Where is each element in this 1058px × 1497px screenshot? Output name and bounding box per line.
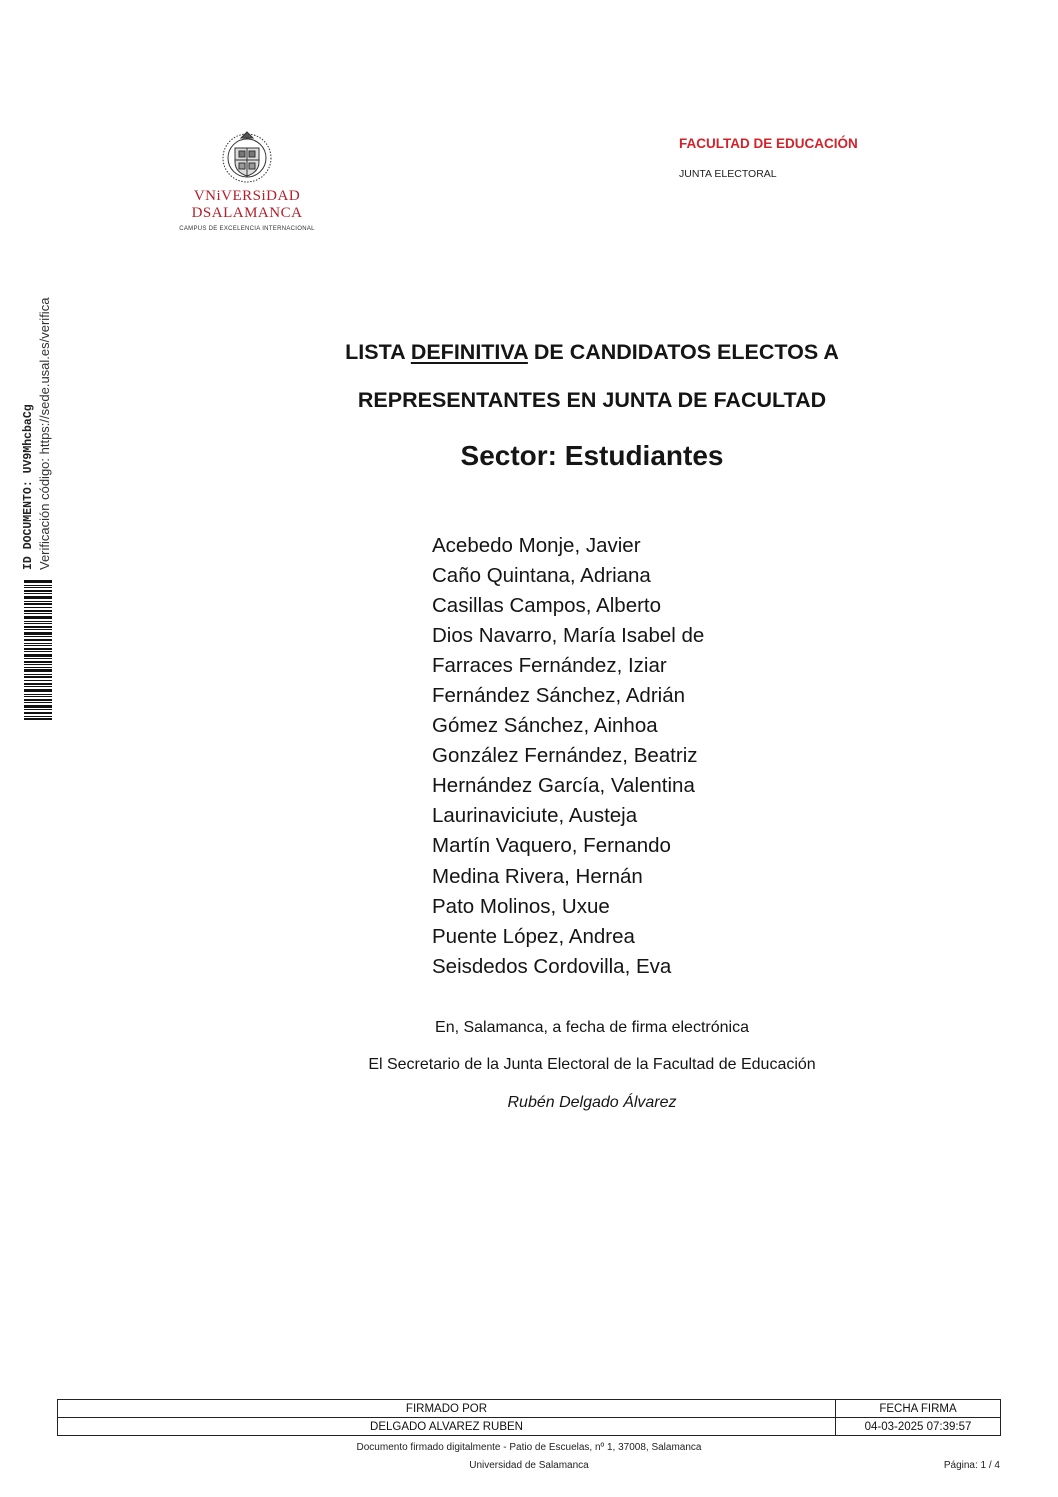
signature-value-row — [58, 1418, 1001, 1436]
barcode-icon — [24, 580, 52, 720]
university-crest-icon — [219, 128, 275, 186]
document-title-line1 — [300, 340, 884, 365]
signed-by-header: FIRMADO POR — [58, 1400, 836, 1418]
candidate-item: Medina Rivera, Hernán — [432, 864, 643, 888]
document-id: ID DOCUMENTO: UV9MhcbaCg — [22, 404, 35, 570]
logo-wordmark-line2: DSALAMANCA — [191, 205, 303, 221]
candidate-list — [432, 531, 704, 982]
signer-name: Rubén Delgado Álvarez — [507, 1094, 677, 1111]
candidate-item: Laurinaviciute, Austeja — [432, 804, 638, 828]
signature-date-header: FECHA FIRMA — [836, 1400, 1001, 1418]
title-prefix: LISTA — [345, 340, 411, 364]
title-suffix: DE CANDIDATOS ELECTOS A — [527, 340, 839, 364]
candidate-item: Gómez Sánchez, Ainhoa — [432, 714, 658, 738]
candidate-item: Farraces Fernández, Iziar — [432, 654, 667, 678]
title-underlined-word: DEFINITIVA — [410, 340, 528, 364]
sector-heading: Sector: Estudiantes — [460, 440, 724, 471]
electoral-board-label: JUNTA ELECTORAL — [679, 168, 777, 180]
candidate-item: Casillas Campos, Alberto — [432, 594, 662, 618]
signed-by-value: DELGADO ALVAREZ RUBEN — [58, 1418, 836, 1436]
candidate-item: González Fernández, Beatriz — [432, 744, 698, 768]
candidate-item: Dios Navarro, María Isabel de — [432, 624, 705, 648]
verification-code-link[interactable]: Verificación código: https://sede.usal.es/verifica — [37, 297, 52, 570]
candidate-item: Martín Vaquero, Fernando — [432, 834, 671, 858]
faculty-name: FACULTAD DE EDUCACIÓN — [679, 136, 858, 151]
candidate-item: Seisdedos Cordovilla, Eva — [432, 954, 672, 978]
signer-role: El Secretario de la Junta Electoral de la Facultad de Educación — [368, 1056, 816, 1073]
signature-date-value: 04-03-2025 07:39:57 — [836, 1418, 1001, 1436]
candidate-item: Hernández García, Valentina — [432, 774, 695, 798]
place-date-line: En, Salamanca, a fecha de firma electrónica — [435, 1019, 749, 1036]
candidate-item: Fernández Sánchez, Adrián — [432, 684, 685, 708]
logo-wordmark-line1: VNiVERSiDAD — [193, 188, 301, 204]
candidate-item: Caño Quintana, Adriana — [432, 564, 651, 588]
page-number: Página: 1 / 4 — [943, 1460, 1000, 1471]
candidate-item: Pato Molinos, Uxue — [432, 894, 610, 918]
university-logo — [176, 128, 318, 240]
candidate-item: Puente López, Andrea — [432, 924, 635, 948]
signature-header-row — [58, 1400, 1001, 1418]
logo-tagline: CAMPUS DE EXCELENCIA INTERNACIONAL — [179, 226, 315, 232]
signature-table — [57, 1399, 1001, 1436]
candidate-item: Acebedo Monje, Javier — [432, 534, 641, 557]
document-title-line2: REPRESENTANTES EN JUNTA DE FACULTAD — [357, 388, 827, 412]
footer-university: Universidad de Salamanca — [469, 1460, 589, 1471]
footer-signed-note: Documento firmado digitalmente - Patio de Escuelas, nº 1, 37008, Salamanca — [356, 1442, 702, 1453]
verification-strip — [18, 280, 58, 720]
